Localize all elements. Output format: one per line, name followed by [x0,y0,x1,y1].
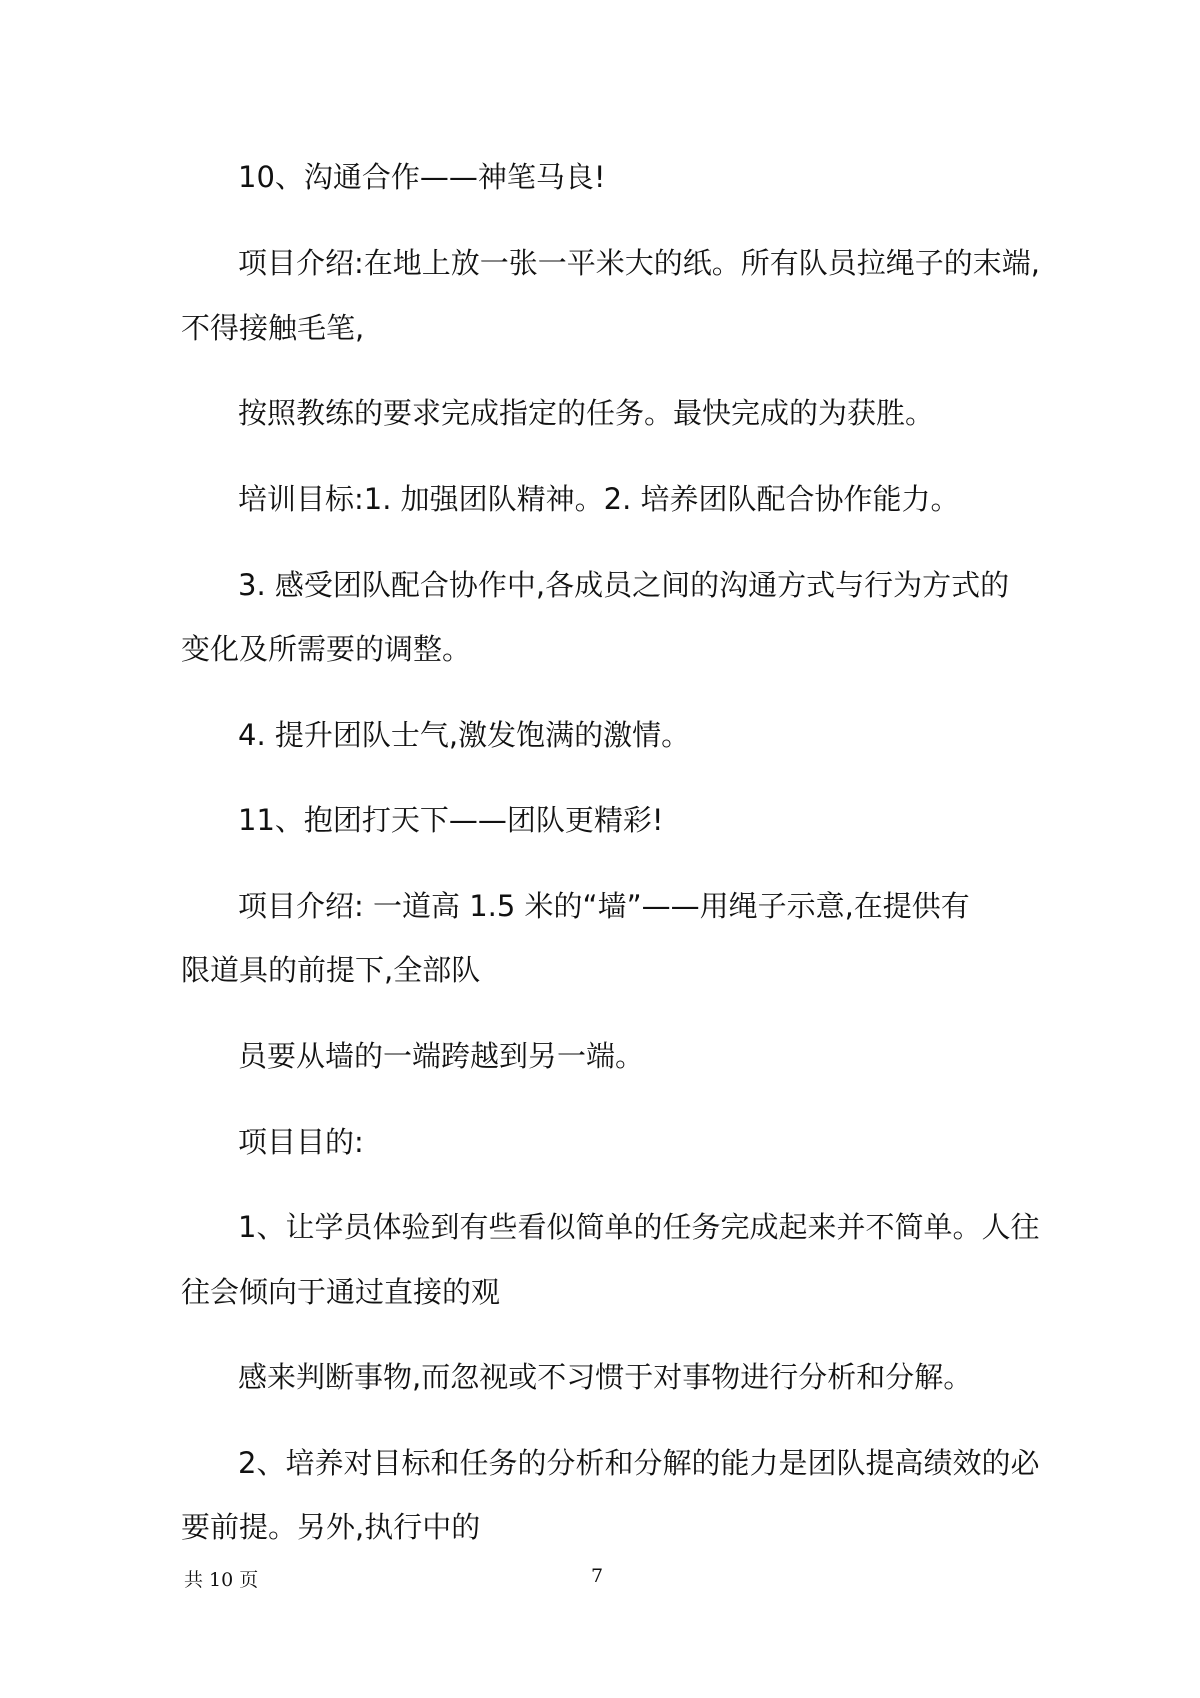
paragraph-line: 限道具的前提下,全部队 [181,953,481,987]
paragraph-line: 项目介绍:在地上放一张一平米大的纸。所有队员拉绳子的末端, [238,246,1040,280]
paragraph-line: 项目介绍: 一道高 1.5 米的“墙”——用绳子示意,在提供有 [238,889,970,923]
paragraph-line: 不得接触毛笔, [181,311,365,345]
heading-item-11: 11、抱团打天下——团队更精彩! [238,803,664,837]
paragraph-line: 感来判断事物,而忽视或不习惯于对事物进行分析和分解。 [238,1360,973,1394]
paragraph-line: 培训目标:1. 加强团队精神。2. 培养团队配合协作能力。 [238,482,960,516]
paragraph-line: 3. 感受团队配合协作中,各成员之间的沟通方式与行为方式的 [238,568,1010,602]
paragraph-line: 变化及所需要的调整。 [181,632,472,666]
paragraph-line: 员要从墙的一端跨越到另一端。 [238,1039,645,1073]
paragraph-line: 按照教练的要求完成指定的任务。最快完成的为获胜。 [238,396,935,430]
paragraph-line: 要前提。另外,执行中的 [181,1510,481,1544]
heading-item-10: 10、沟通合作——神笔马良! [238,160,606,194]
paragraph-line: 往会倾向于通过直接的观 [181,1275,501,1309]
footer-total-pages: 共 10 页 [184,1569,259,1591]
paragraph-line: 4. 提升团队士气,激发饱满的激情。 [238,718,691,752]
paragraph-line: 项目目的: [238,1125,364,1159]
paragraph-line: 1、让学员体验到有些看似简单的任务完成起来并不简单。人往 [238,1210,1040,1244]
footer-page-number: 7 [591,1565,604,1587]
paragraph-line: 2、培养对目标和任务的分析和分解的能力是团队提高绩效的必 [238,1446,1040,1480]
